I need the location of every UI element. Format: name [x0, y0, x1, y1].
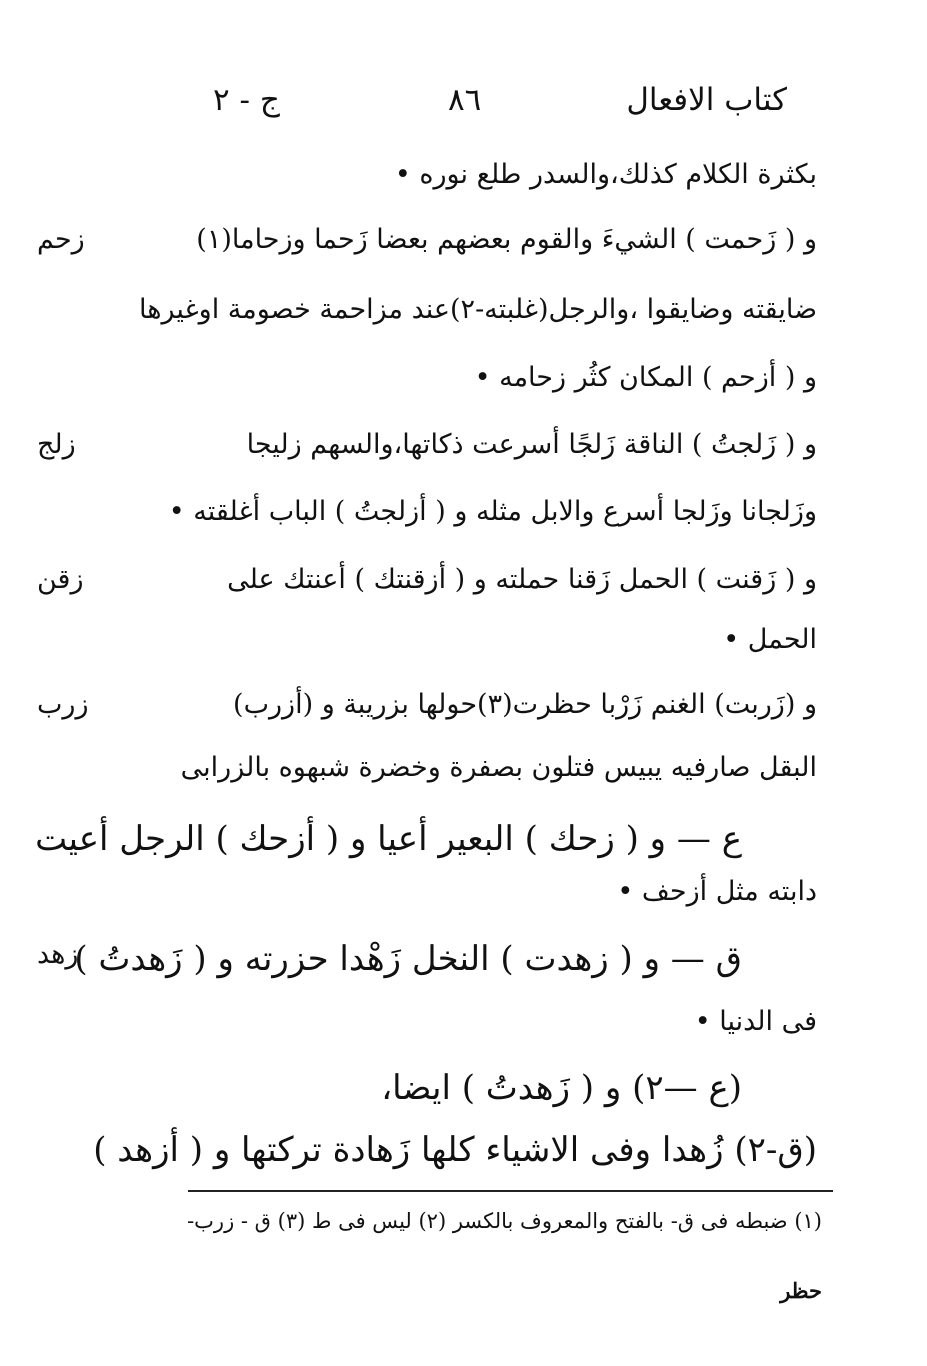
text-line: و ( زَلجتُ ) الناقة زَلجًا أسرعت ذكاتها،والسهم زليجا — [246, 429, 817, 460]
text-line: دابته مثل أزحف • — [617, 876, 817, 907]
text-line: و (زَربت) الغنم زَرْبا حظرت(٣)حولها بزريبة و (أزرب) — [233, 689, 817, 720]
volume-label: ج - ٢ — [213, 82, 280, 118]
book-title: كتاب الافعال — [626, 82, 787, 118]
text-line: و ( أزحم ) المكان كثُر زحامه • — [474, 362, 817, 393]
text-line: فى الدنيا • — [694, 1006, 817, 1037]
root-word-margin: زلج — [37, 429, 76, 460]
root-word-margin: زحم — [37, 224, 85, 255]
root-word-margin: زهد — [37, 939, 79, 970]
text-line: البقل صارفيه يبيس فتلون بصفرة وخضرة شبهوه بالزرابى — [180, 752, 817, 783]
footnote-line: (١) ضبطه فى ق- بالفتح والمعروف بالكسر (٢) ليس فى ط (٣) ق - زرب- — [187, 1209, 822, 1233]
footnote-divider — [188, 1190, 833, 1192]
root-word-margin: زرب — [37, 689, 89, 720]
text-line: و ( زَقنت ) الحمل زَقنا حملته و ( أزقنتك ) أعنتك على — [227, 564, 817, 595]
text-line: الحمل • — [723, 624, 817, 655]
text-line: ق — و ( زهدت ) النخل زَهْدا حزرته و ( زَهدتُ ) — [74, 939, 742, 979]
footnote-line: حظر — [780, 1278, 822, 1303]
text-line: وزَلجانا وزَلجا أسرع والابل مثله و ( أزلجتُ ) الباب أغلقته • — [168, 496, 817, 527]
text-line: (ق-٢) زُهدا وفى الاشياء كلها زَهادة تركتها و ( أزهد ) — [93, 1130, 817, 1170]
page-number: ٨٦ — [448, 82, 482, 118]
text-line: بكثرة الكلام كذلك،والسدر طلع نوره • — [394, 159, 817, 190]
text-line: و ( زَحمت ) الشيءَ والقوم بعضهم بعضا زَحما وزحاما(١) — [196, 224, 817, 255]
text-line: ع — و ( زحك ) البعير أعيا و ( أزحك ) الرجل أعيت — [35, 819, 742, 859]
text-line: (ع —٢) و ( زَهدتُ ) ايضا، — [381, 1068, 742, 1108]
root-word-margin: زقن — [37, 564, 84, 595]
text-line: ضايقته وضايقوا ،والرجل(غلبته-٢)عند مزاحمة خصومة اوغيرها — [139, 294, 817, 325]
